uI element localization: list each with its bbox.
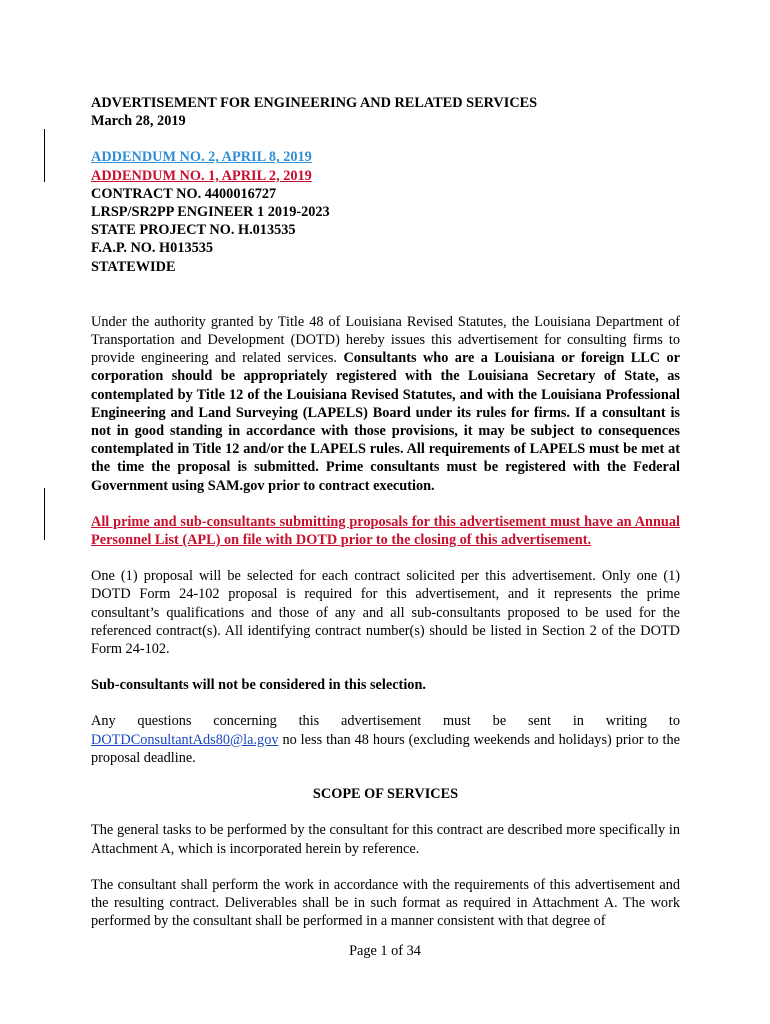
state-project-number: STATE PROJECT NO. H.013535 bbox=[91, 222, 296, 239]
addendum-1: ADDENDUM NO. 1, APRIL 2, 2019 bbox=[91, 167, 312, 184]
scope-paragraph-2: The consultant shall perform the work in accordance with the requirements of this advertisement and the resulting contract. Deliverables shall be in such format as required in Attachment A. The work performed by the consultant shall be performed in a manner consistent with that degree of bbox=[91, 876, 680, 930]
statewide-label: STATEWIDE bbox=[91, 258, 176, 275]
apl-notice-text: All prime and sub-consultants submitting proposals for this advertisement must have an Annual Personnel List (APL) on file with DOTD prior to the closing of this advertisement. bbox=[91, 513, 680, 549]
proposal-paragraph: One (1) proposal will be selected for each contract solicited per this advertisement. Only one (1) DOTD Form 24-102 proposal is required for this advertisement, and it represents the prime consultant’s qualifications and those of any and all sub-consultants proposed to be used for the referenced contract(s). All identifying contract number(s) should be listed in Section 2 of the DOTD Form 24-102. bbox=[91, 568, 680, 658]
apl-notice bbox=[91, 513, 680, 549]
page-number: Page 1 of 34 bbox=[349, 943, 421, 959]
addendum-2: ADDENDUM NO. 2, APRIL 8, 2019 bbox=[91, 149, 312, 166]
scope-heading: SCOPE OF SERVICES bbox=[312, 786, 459, 803]
document-body bbox=[91, 94, 680, 930]
intro-paragraph bbox=[91, 313, 680, 495]
subconsultants-note: Sub-consultants will not be considered in this selection. bbox=[91, 677, 426, 694]
document-date: March 28, 2019 bbox=[91, 113, 186, 130]
questions-text-after: no less than 48 hours (excluding weekends and holidays) prior to the proposal deadline. bbox=[91, 731, 680, 766]
scope-paragraph-1: The general tasks to be performed by the consultant for this contract are described more specifically in Attachment A, which is incorporated herein by reference. bbox=[91, 822, 680, 857]
email-link[interactable]: DOTDConsultantAds80@la.gov bbox=[91, 731, 279, 748]
document-title: ADVERTISEMENT FOR ENGINEERING AND RELATED SERVICES bbox=[91, 95, 538, 111]
questions-paragraph bbox=[91, 712, 680, 767]
lrsp-engineer: LRSP/SR2PP ENGINEER 1 2019-2023 bbox=[91, 204, 330, 221]
header-block bbox=[91, 94, 680, 130]
revision-bar-apl bbox=[44, 488, 45, 540]
fap-number: F.A.P. NO. H013535 bbox=[91, 240, 214, 257]
contract-number: CONTRACT NO. 4400016727 bbox=[91, 185, 277, 202]
contract-info-block bbox=[91, 148, 680, 275]
intro-text: Under the authority granted by Title 48 of Louisiana Revised Statutes, the Louisiana Department of Transportation and Development (DOTD) hereby issues this advertisement for consulting firms to provide engineering and related services. bbox=[91, 313, 680, 367]
revision-bar-addenda bbox=[44, 129, 45, 182]
intro-registration-requirements: Consultants who are a Louisiana or foreign LLC or corporation should be appropriately registered with the Louisiana Secretary of State, as contemplated by Title 12 of the Louisiana Revised Statutes, and with the Louisiana Professional Engineering and Land Surveying (LAPELS) Board under its rules for firms. If a consultant is not in good standing in accordance with those provisions, it may be subject to consequences contemplated in Title 12 and/or the LAPELS rules. All requirements of LAPELS must be met at the time the proposal is submitted. Prime consultants must be registered with the Federal Government using SAM.gov prior to contract execution. bbox=[91, 350, 681, 494]
questions-text: Any questions concerning this advertisement must be sent in writing to bbox=[91, 713, 680, 730]
